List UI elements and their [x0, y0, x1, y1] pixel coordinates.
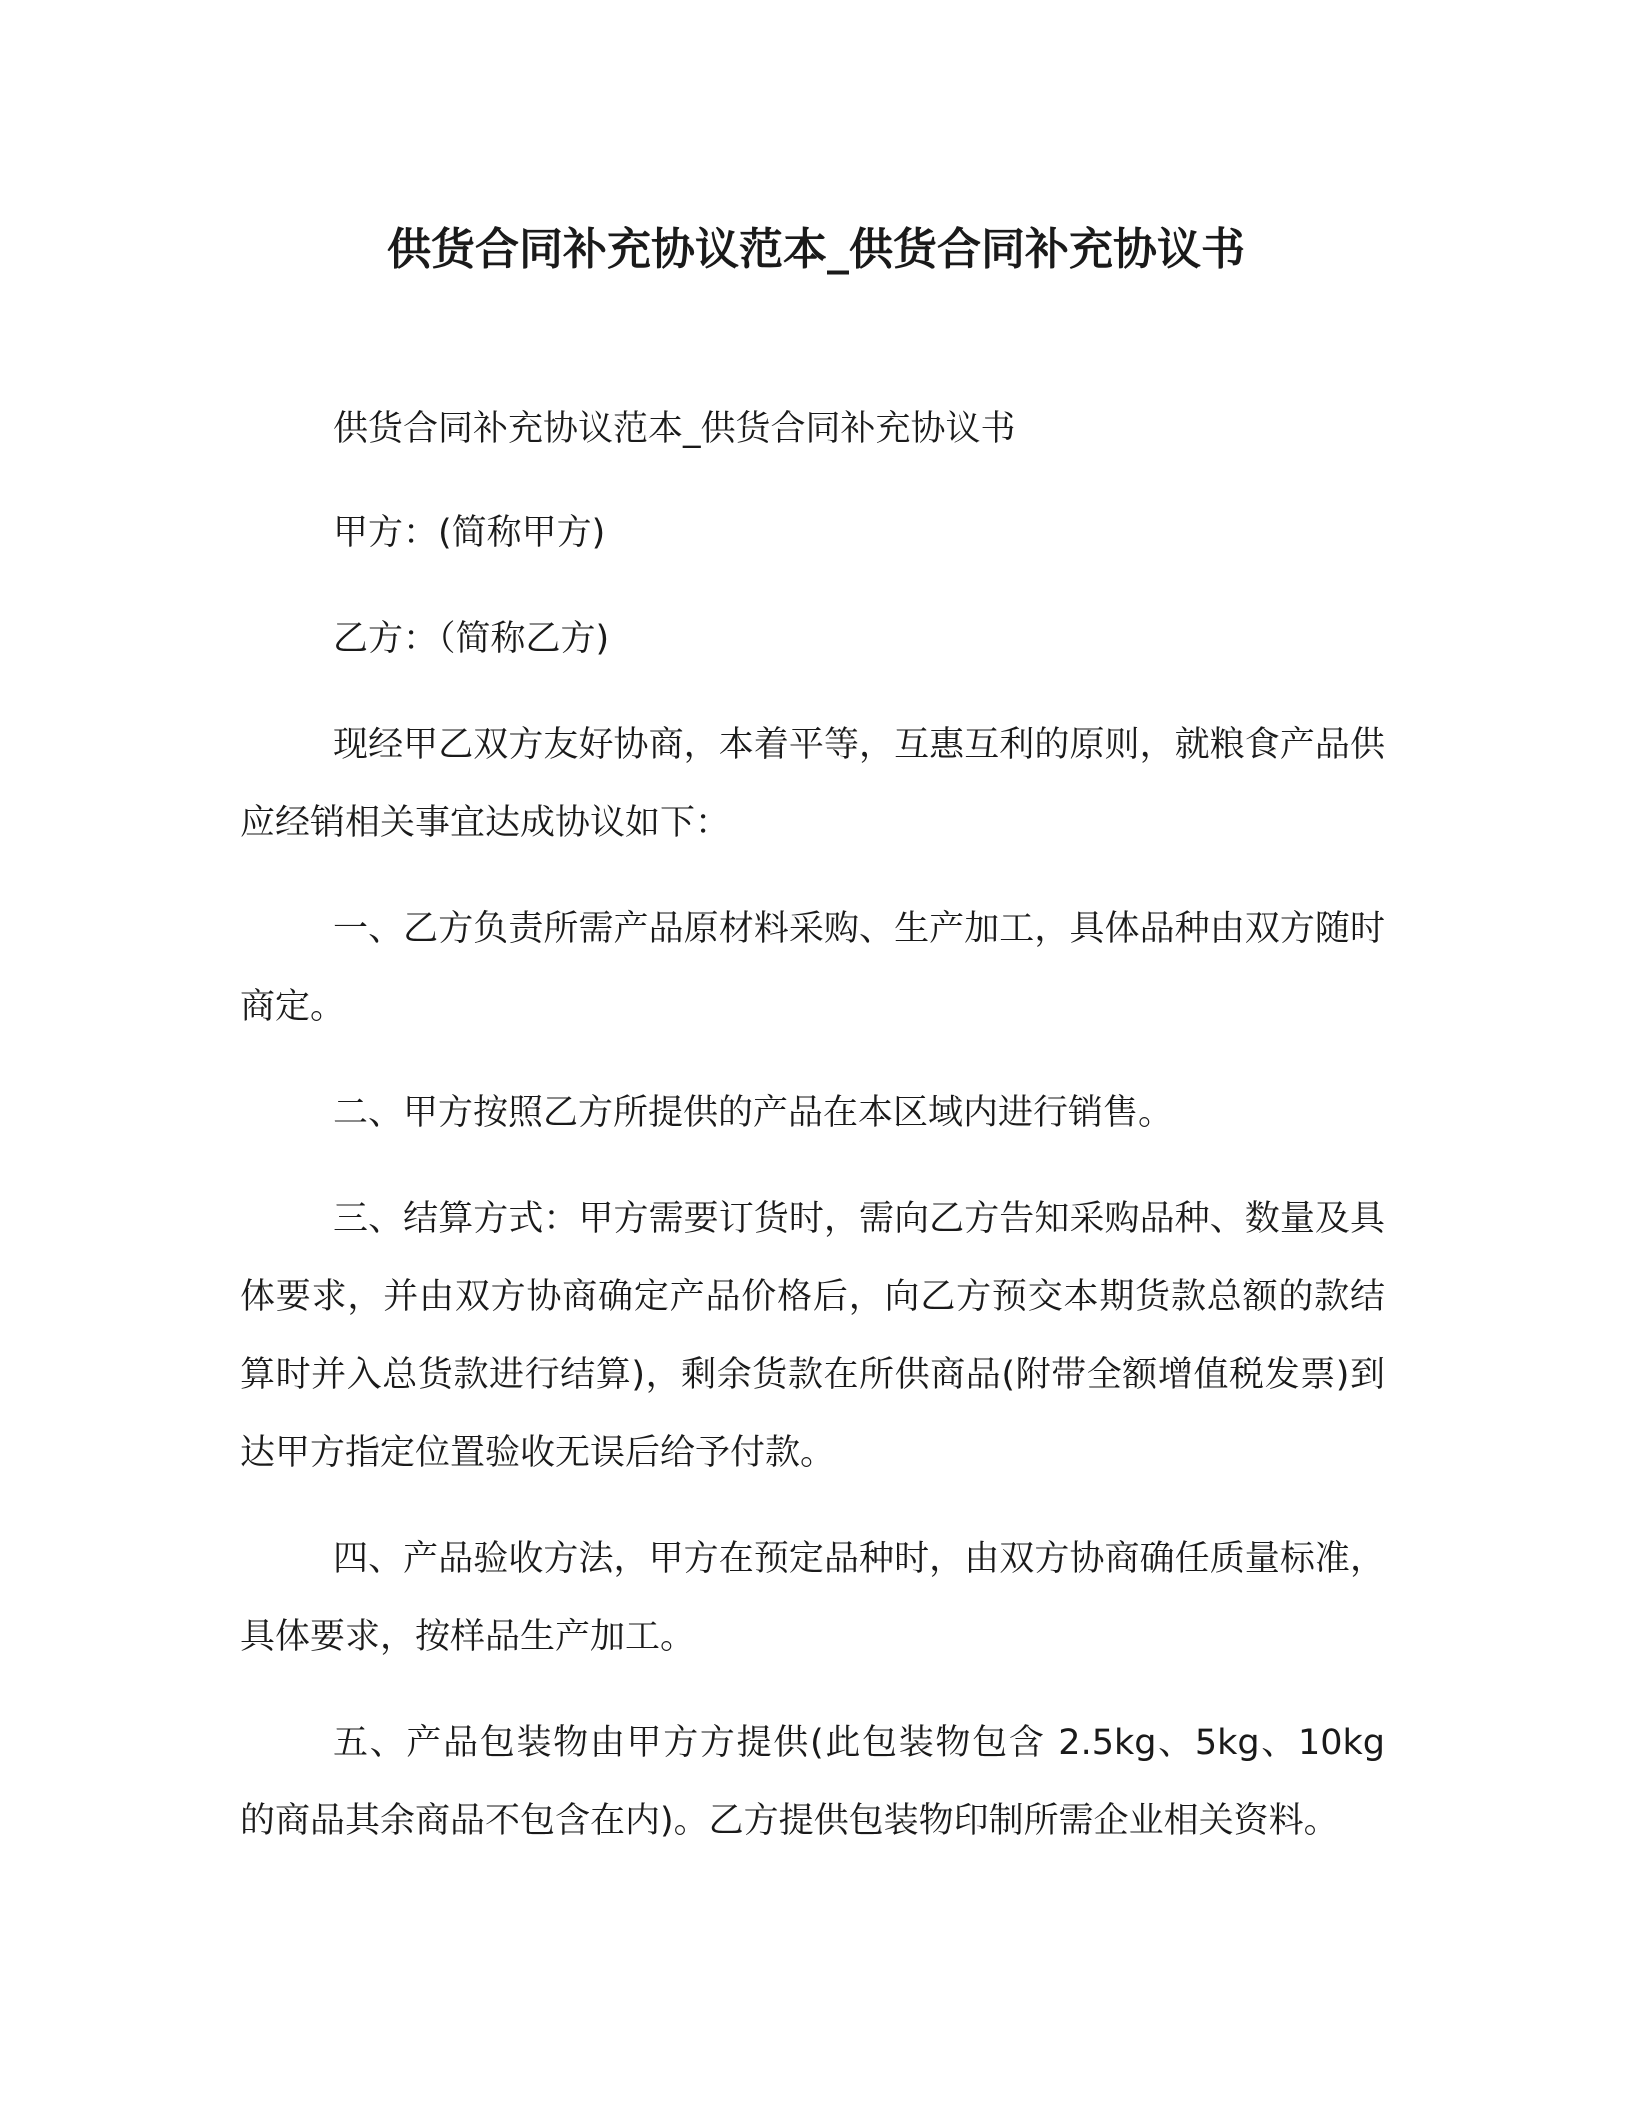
paragraph-clause-5: 五、产品包装物由甲方方提供(此包装物包含 2.5kg、5kg、10kg 的商品其余商品不包含在内)。乙方提供包装物印制所需企业相关资料。 — [240, 1723, 1385, 1841]
paragraph-party-a: 甲方：(简称甲方) — [333, 513, 606, 553]
paragraph-clause-3: 三、结算方式：甲方需要订货时，需向乙方告知采购品种、数量及具体要求，并由双方协商确定产品价格后，向乙方预交本期货款总额的款结算时并入总货款进行结算)，剩余货款在所供商品(附带全额增值税发票)到达甲方指定位置验收无误后给予付款。 — [240, 1199, 1385, 1473]
paragraph-clause-2: 二、甲方按照乙方所提供的产品在本区域内进行销售。 — [333, 1093, 1174, 1133]
paragraph-clause-1: 一、乙方负责所需产品原材料采购、生产加工，具体品种由双方随时商定。 — [240, 909, 1385, 1027]
document-title: 供货合同补充协议范本_供货合同补充协议书 — [387, 224, 1245, 275]
paragraph-clause-4: 四、产品验收方法，甲方在预定品种时，由双方协商确任质量标准，具体要求，按样品生产加工。 — [240, 1539, 1385, 1657]
document-body — [240, 390, 1385, 1888]
paragraph-preamble: 现经甲乙双方友好协商，本着平等，互惠互利的原则，就粮食产品供应经销相关事宜达成协议如下： — [240, 725, 1385, 843]
paragraph-subtitle: 供货合同补充协议范本_供货合同补充协议书 — [333, 409, 1016, 449]
paragraph-party-b: 乙方：（简称乙方) — [333, 619, 610, 659]
